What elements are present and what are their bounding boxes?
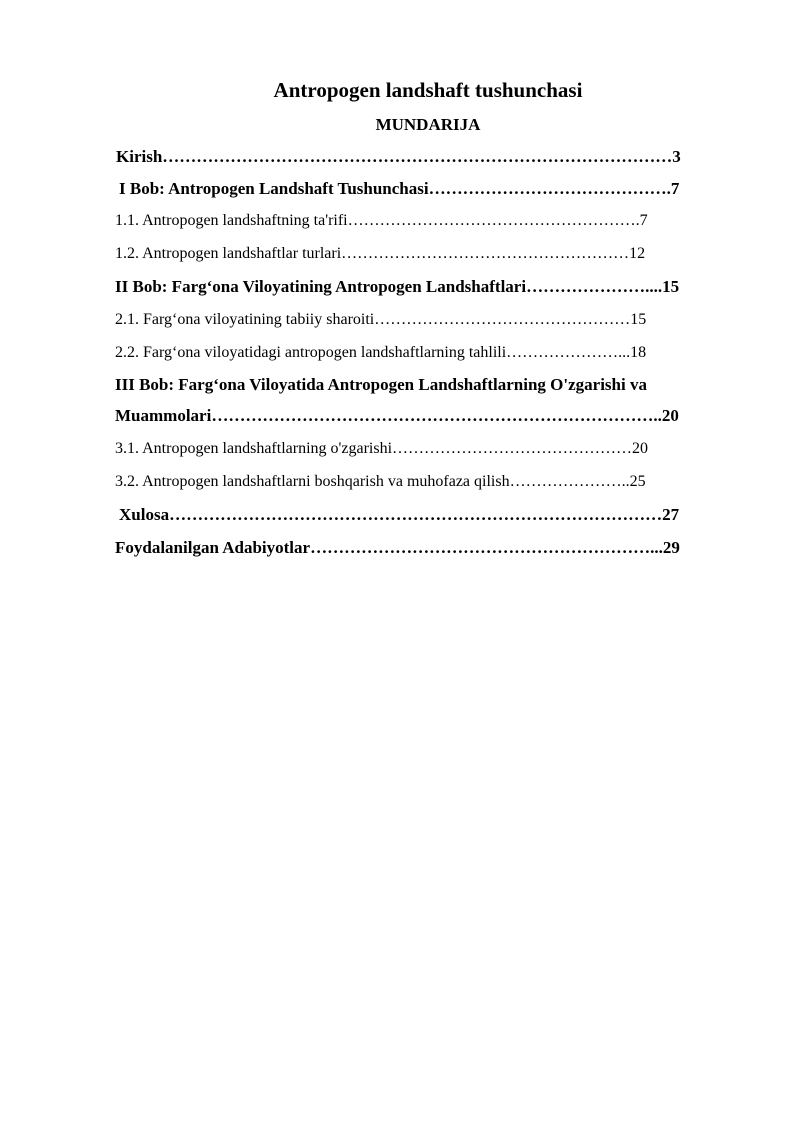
- toc-entry-chapter-3-line-1: III Bob: Farg‘ona Viloyatida Antropogen Landshaftlarning O'zgarishi va: [115, 375, 647, 394]
- toc-entry-adabiyotlar: Foydalanilgan Adabiyotlar……………………………………………………...29: [115, 538, 680, 557]
- document-title: Antropogen landshaft tushunchasi: [273, 78, 583, 102]
- toc-heading: MUNDARIJA: [375, 115, 481, 134]
- toc-entry-chapter-3-line-2: Muammolari……………………………………………………………………..20: [115, 406, 679, 425]
- toc-entry-1-2: 1.2. Antropogen landshaftlar turlari………………………………………………12: [115, 245, 646, 262]
- toc-entry-3-2: 3.2. Antropogen landshaftlarni boshqarish va muhofaza qilish…………………..25: [115, 473, 646, 490]
- toc-entry-1-1: 1.1. Antropogen landshaftning ta'rifi……………………………………………….7: [115, 212, 648, 229]
- toc-entry-2-2: 2.2. Farg‘ona viloyatidagi antropogen landshaftlarning tahlili…………………...18: [115, 344, 647, 361]
- toc-entry-chapter-2: II Bob: Farg‘ona Viloyatining Antropogen Landshaftlari…………………....15: [115, 277, 680, 296]
- toc-entry-2-1: 2.1. Farg‘ona viloyatining tabiiy sharoiti…………………………………………15: [115, 311, 647, 328]
- toc-entry-kirish: Kirish………………………………………………………………………………3: [116, 147, 681, 166]
- toc-entry-xulosa: Xulosa……………………………………………………………………………27: [119, 505, 680, 524]
- toc-entry-chapter-1: I Bob: Antropogen Landshaft Tushunchasi…………………………………….7: [119, 179, 680, 198]
- toc-entry-3-1: 3.1. Antropogen landshaftlarning o'zgarishi………………………………………20: [115, 440, 649, 457]
